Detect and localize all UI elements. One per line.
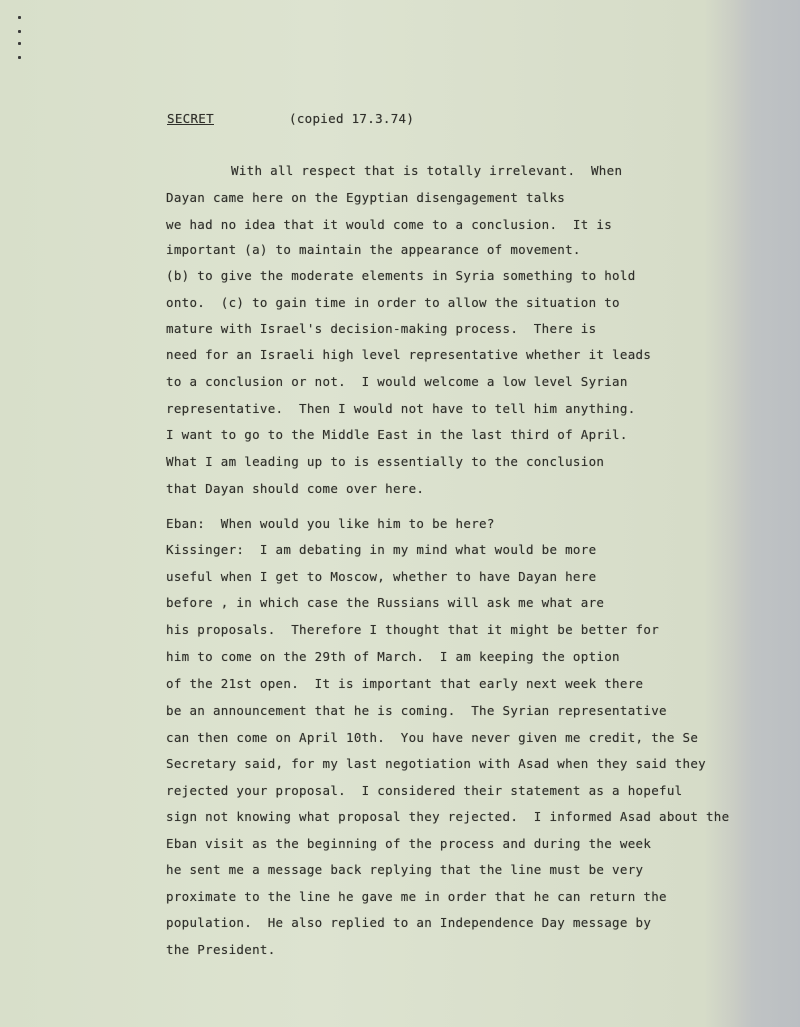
speaker-line-kissinger: Kissinger: I am debating in my mind what would be more bbox=[166, 542, 597, 557]
body-line: be an announcement that he is coming. The Syrian representative bbox=[166, 703, 667, 718]
binding-mark bbox=[18, 42, 21, 45]
body-line: his proposals. Therefore I thought that it might be better for bbox=[166, 622, 660, 637]
page-shadow bbox=[735, 0, 800, 1027]
binding-mark bbox=[18, 30, 21, 33]
binding-mark bbox=[18, 56, 21, 59]
body-line: With all respect that is totally irrelevant. When bbox=[231, 163, 623, 178]
body-line: to a conclusion or not. I would welcome a low level Syrian bbox=[166, 374, 628, 389]
body-line: that Dayan should come over here. bbox=[166, 481, 425, 496]
body-line: can then come on April 10th. You have never given me credit, the Se bbox=[166, 730, 699, 745]
body-line: population. He also replied to an Independence Day message by bbox=[166, 915, 652, 930]
body-line: him to come on the 29th of March. I am keeping the option bbox=[166, 649, 620, 664]
body-line: Eban visit as the beginning of the process and during the week bbox=[166, 836, 652, 851]
body-line: mature with Israel's decision-making process. There is bbox=[166, 321, 597, 336]
binding-mark bbox=[18, 16, 21, 19]
body-line: proximate to the line he gave me in order that he can return the bbox=[166, 889, 667, 904]
body-line: the President. bbox=[166, 942, 276, 957]
speaker-line-eban: Eban: When would you like him to be here? bbox=[166, 516, 495, 531]
body-line: useful when I get to Moscow, whether to have Dayan here bbox=[166, 569, 597, 584]
body-line: sign not knowing what proposal they rejected. I informed Asad about the bbox=[166, 809, 730, 824]
body-line: rejected your proposal. I considered their statement as a hopeful bbox=[166, 783, 683, 798]
copied-date-note: (copied 17.3.74) bbox=[289, 111, 415, 126]
body-line: we had no idea that it would come to a conclusion. It is bbox=[166, 217, 613, 232]
body-line: important (a) to maintain the appearance of movement. bbox=[166, 242, 581, 257]
body-line: Secretary said, for my last negotiation with Asad when they said they bbox=[166, 756, 706, 771]
body-line: (b) to give the moderate elements in Syria something to hold bbox=[166, 268, 636, 283]
body-line: onto. (c) to gain time in order to allow the situation to bbox=[166, 295, 620, 310]
body-line: What I am leading up to is essentially to the conclusion bbox=[166, 454, 605, 469]
body-line: before , in which case the Russians will ask me what are bbox=[166, 595, 605, 610]
body-line: he sent me a message back replying that the line must be very bbox=[166, 862, 644, 877]
body-line: representative. Then I would not have to tell him anything. bbox=[166, 401, 636, 416]
body-line: Dayan came here on the Egyptian disengagement talks bbox=[166, 190, 566, 205]
body-line: I want to go to the Middle East in the last third of April. bbox=[166, 427, 628, 442]
body-line: need for an Israeli high level representative whether it leads bbox=[166, 347, 652, 362]
body-line: of the 21st open. It is important that early next week there bbox=[166, 676, 644, 691]
classification-label: SECRET bbox=[167, 111, 214, 126]
